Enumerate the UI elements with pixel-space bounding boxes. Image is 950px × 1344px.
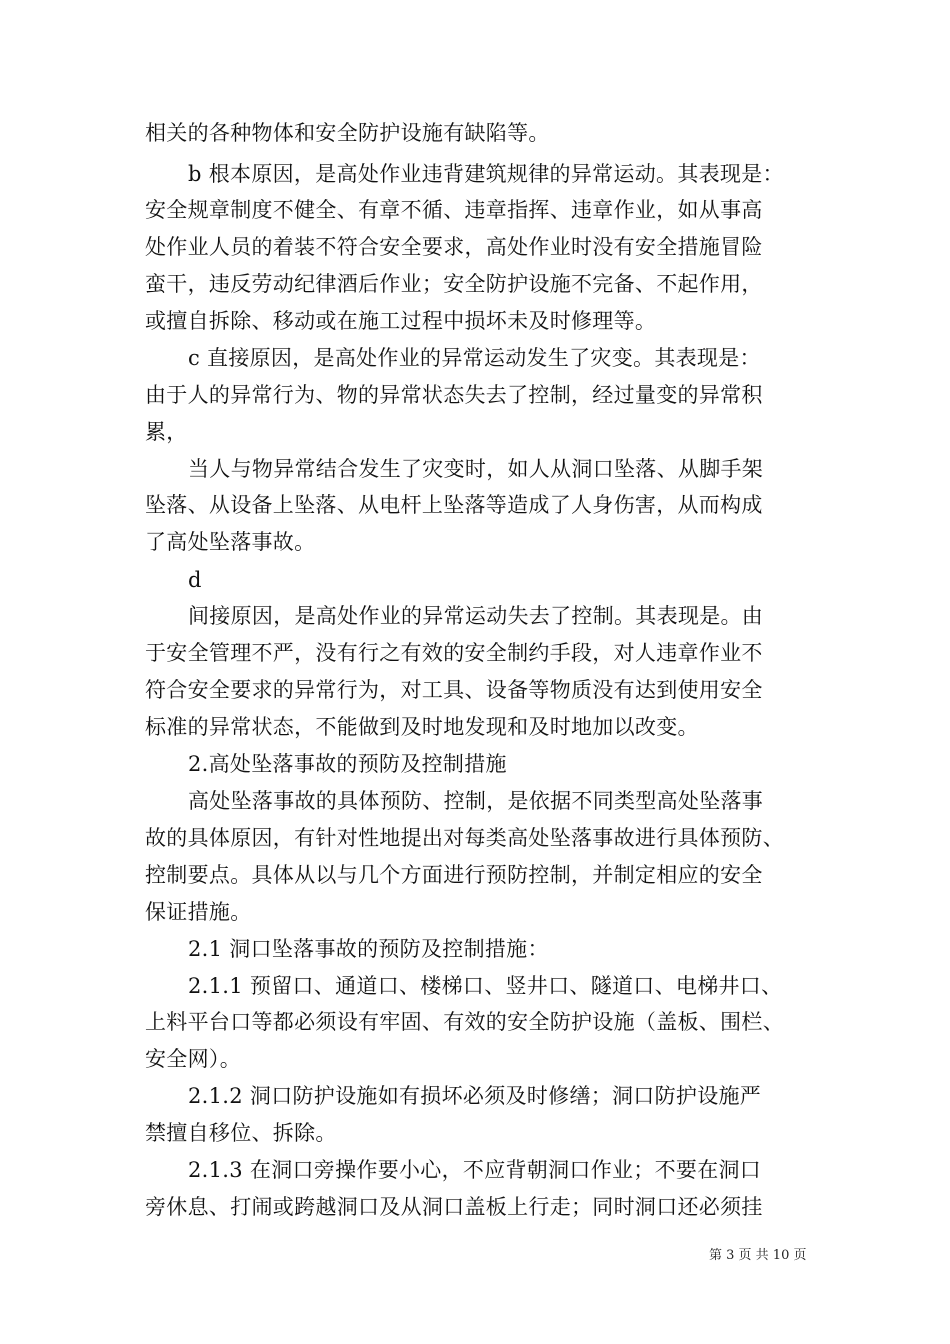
text-line: 相关的各种物体和安全防护设施有缺陷等。	[145, 121, 550, 145]
text-line: 符合安全要求的异常行为，对工具、设备等物质没有达到使用安全	[145, 678, 763, 702]
text-line: 2.1.1 预留口、通道口、楼梯口、竖井口、隧道口、电梯井口、	[188, 974, 783, 998]
text-line: c 直接原因，是高处作业的异常运动发生了灾变。其表现是：	[188, 346, 761, 370]
section-heading: 2.高处坠落事故的预防及控制措施	[188, 752, 507, 776]
subsection-heading: 2.1 洞口坠落事故的预防及控制措施：	[188, 937, 549, 961]
text-line: 控制要点。具体从以与几个方面进行预防控制，并制定相应的安全	[145, 863, 763, 887]
text-line: 2.1.3 在洞口旁操作要小心，不应背朝洞口作业；不要在洞口	[188, 1158, 762, 1182]
text-line: 坠落、从设备上坠落、从电杆上坠落等造成了人身伤害，从而构成	[145, 493, 763, 517]
text-line: 蛮干，违反劳动纪律酒后作业；安全防护设施不完备、不起作用，	[145, 272, 763, 296]
text-line: 间接原因，是高处作业的异常运动失去了控制。其表现是。由	[188, 604, 764, 628]
text-line: 安全网）。	[145, 1047, 241, 1071]
text-line: 累，	[145, 420, 188, 444]
text-line: 旁休息、打闹或跨越洞口及从洞口盖板上行走；同时洞口还必须挂	[145, 1195, 763, 1219]
text-line: 了高处坠落事故。	[145, 530, 316, 554]
text-line: 标准的异常状态，不能做到及时地发现和及时地加以改变。	[145, 715, 699, 739]
text-line: 当人与物异常结合发生了灾变时，如人从洞口坠落、从脚手架	[188, 457, 764, 481]
text-line: 保证措施。	[145, 900, 252, 924]
text-line: 安全规章制度不健全、有章不循、违章指挥、违章作业，如从事高	[145, 198, 763, 222]
text-line: 故的具体原因，有针对性地提出对每类高处坠落事故进行具体预防、	[145, 826, 784, 850]
text-line: 处作业人员的着装不符合安全要求，高处作业时没有安全措施冒险	[145, 235, 763, 259]
text-line: b 根本原因，是高处作业违背建筑规律的异常运动。其表现是：	[188, 162, 784, 186]
text-line: 或擅自拆除、移动或在施工过程中损坏未及时修理等。	[145, 309, 657, 333]
text-line: 高处坠落事故的具体预防、控制，是依据不同类型高处坠落事	[188, 789, 764, 813]
page-number: 第 3 页 共 10 页	[709, 1248, 807, 1263]
text-line: 2.1.2 洞口防护设施如有损坏必须及时修缮；洞口防护设施严	[188, 1084, 762, 1108]
text-line: 于安全管理不严，没有行之有效的安全制约手段，对人违章作业不	[145, 641, 763, 665]
text-line: 禁擅自移位、拆除。	[145, 1121, 337, 1145]
text-line: d	[188, 568, 202, 592]
text-line: 上料平台口等都必须设有牢固、有效的安全防护设施（盖板、围栏、	[145, 1010, 784, 1034]
text-line: 由于人的异常行为、物的异常状态失去了控制，经过量变的异常积	[145, 383, 763, 407]
